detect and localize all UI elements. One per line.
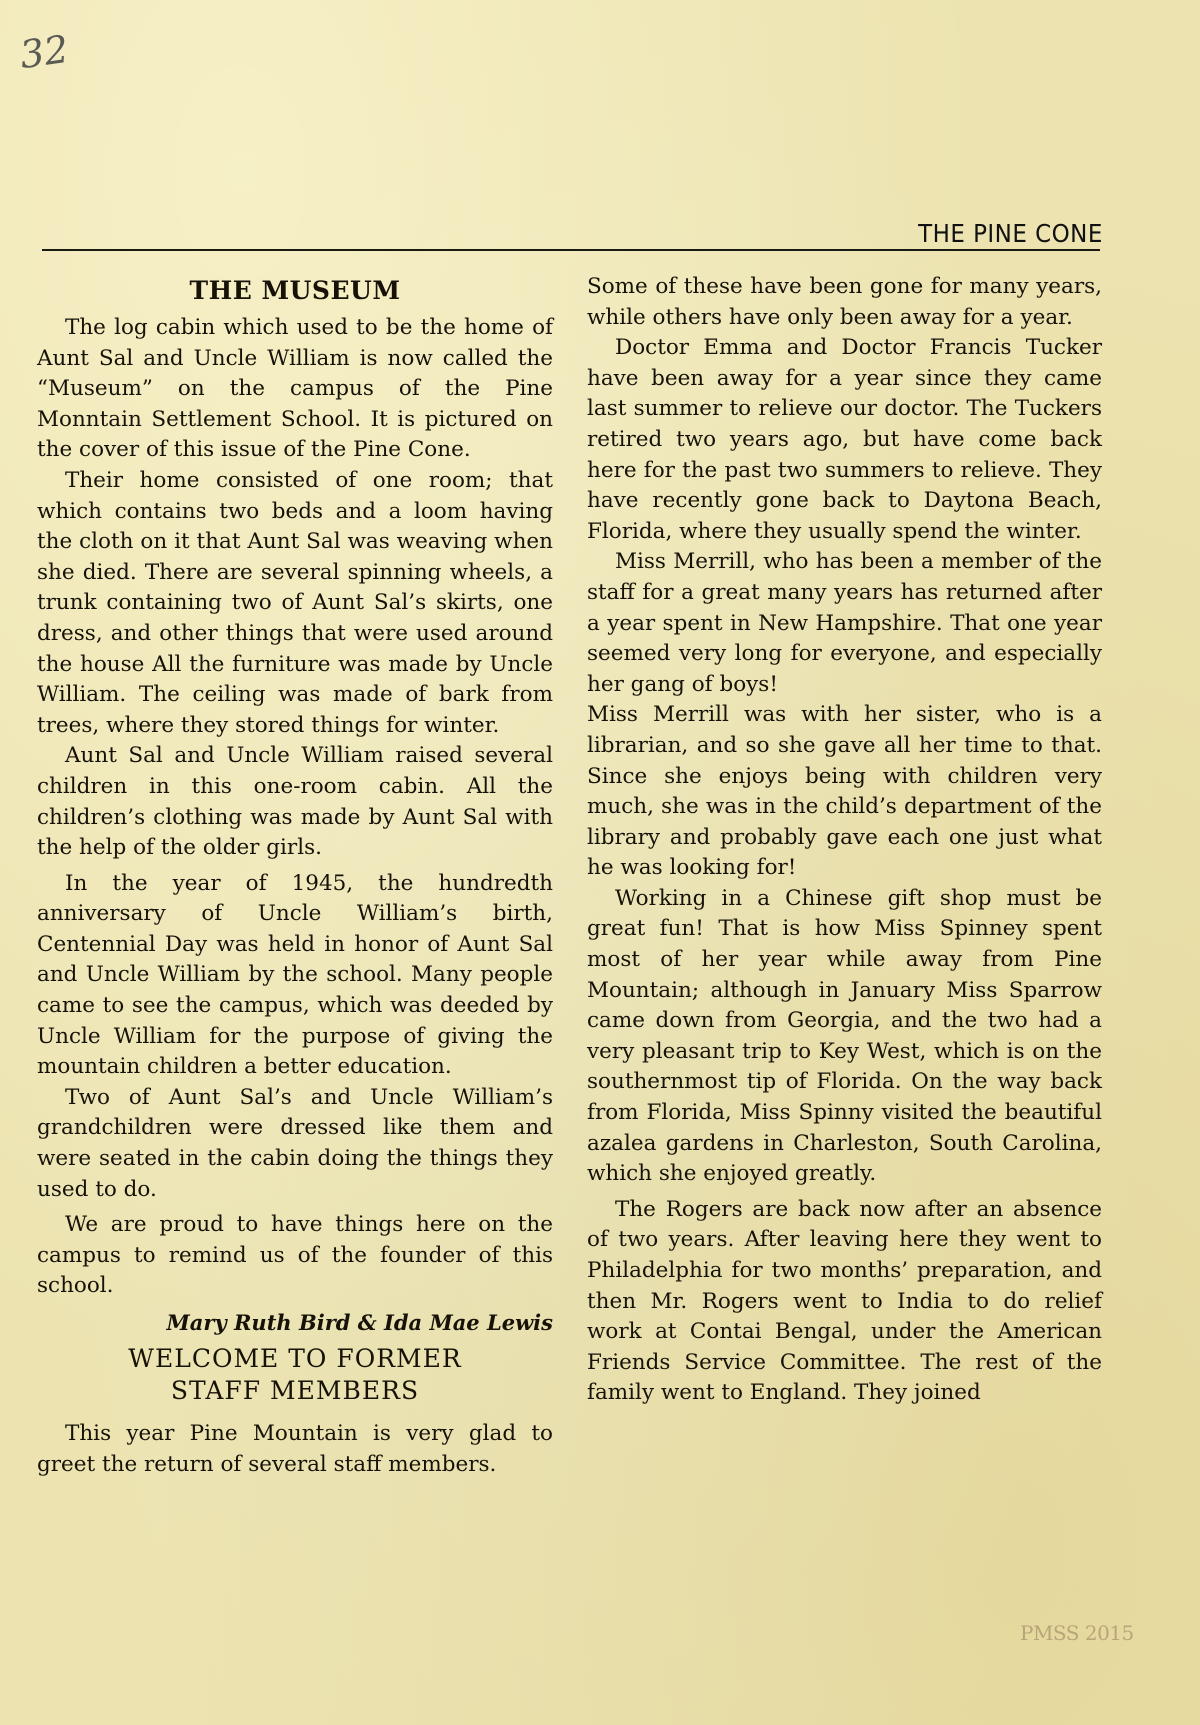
article-paragraph: Two of Aunt Sal’s and Uncle William’s grandchildren were dressed like them and were seated in the cabin doing the things they used to do. [37,1084,553,1202]
article-paragraph: Their home consisted of one room; that which contains two beds and a loom having the cloth on it that Aunt Sal was weaving when she died. There are several spinning wheels, a trunk containing two of Aunt Sal’s skirts, one dress, and other things that were used around the house All the furniture was made by Uncle William. The ceiling was made of bark from trees, where they stored things for winter. [37,467,553,738]
masthead-title: THE PINE CONE [918,219,1103,248]
article-paragraph: The log cabin which used to be the home of Aunt Sal and Uncle William is now called the “Museum” on the campus of the Pine Monntain Settlement School. It is pictured on the cover of this issue of the Pine Cone. [37,315,553,463]
article-paragraph: In the year of 1945, the hundredth anniversary of Uncle William’s birth, Centennial Day was held in honor of Aunt Sal and Uncle William by the school. Many people came to see the campus, which was deeded by Uncle William for the purpose of giving the mountain children a better education. [37,870,553,1080]
article-title-line: WELCOME TO FORMER [128,1344,462,1373]
article-the-museum [37,276,553,1335]
article-title: THE MUSEUM [189,276,401,305]
article-paragraph: We are proud to have things here on the campus to remind us of the founder of this school. [37,1212,553,1299]
header-rule [42,249,1100,251]
article-paragraph: Working in a Chinese gift shop must be great fun! That is how Miss Spinney spent most of her year while away from Pine Mountain; although in January Miss Sparrow came down from Georgia, and the two had a very pleasant trip to Key West, which is on the southernmost tip of Florida. On the way back from Florida, Miss Spinny visited the beautiful azalea gardens in Charleston, South Carolina, which she enjoyed greatly. [587,885,1102,1187]
article-paragraph: Miss Merrill, who has been a member of the staff for a great many years has returned after a year spent in New Hampshire. That one year seemed very long for everyone, and especially her gang of boys! [587,549,1102,697]
article-paragraph: The Rogers are back now after an absence of two years. After leaving here they went to Philadelphia for two months’ preparation, and then Mr. Rogers went to India to do relief work at Contai Bengal, under the American Friends Service Committee. The rest of the family went to England. They joined [587,1196,1102,1406]
article-paragraph: Miss Merrill was with her sister, who is a librarian, and so she gave all her time to that. Since she enjoys being with children very much, she was in the child’s department of the library and probably gave each one just what he was looking for! [587,702,1102,881]
article-title [37,1343,553,1407]
article-paragraph: This year Pine Mountain is very glad to greet the return of several staff members. [37,1421,553,1477]
archive-watermark: PMSS 2015 [1020,1621,1134,1645]
article-paragraph: Some of these have been gone for many years, while others have only been away for a year. [587,274,1102,330]
handwritten-page-number: 32 [17,26,72,78]
article-welcome-staff [37,1343,553,1480]
article-title-line: STAFF MEMBERS [170,1376,420,1405]
left-column [37,272,553,1480]
article-paragraph: Aunt Sal and Uncle William raised several children in this one-room cabin. All the children’s clothing was made by Aunt Sal with the help of the older girls. [37,743,553,861]
article-paragraph: Doctor Emma and Doctor Francis Tucker have been away for a year since they came last summer to relieve our doctor. The Tuckers retired two years ago, but have come back here for the past two summers to relieve. They have recently gone back to Daytona Beach, Florida, where they usually spend the winter. [587,335,1102,544]
right-column [587,272,1102,1409]
article-byline: Mary Ruth Bird & Ida Mae Lewis [166,1310,553,1335]
